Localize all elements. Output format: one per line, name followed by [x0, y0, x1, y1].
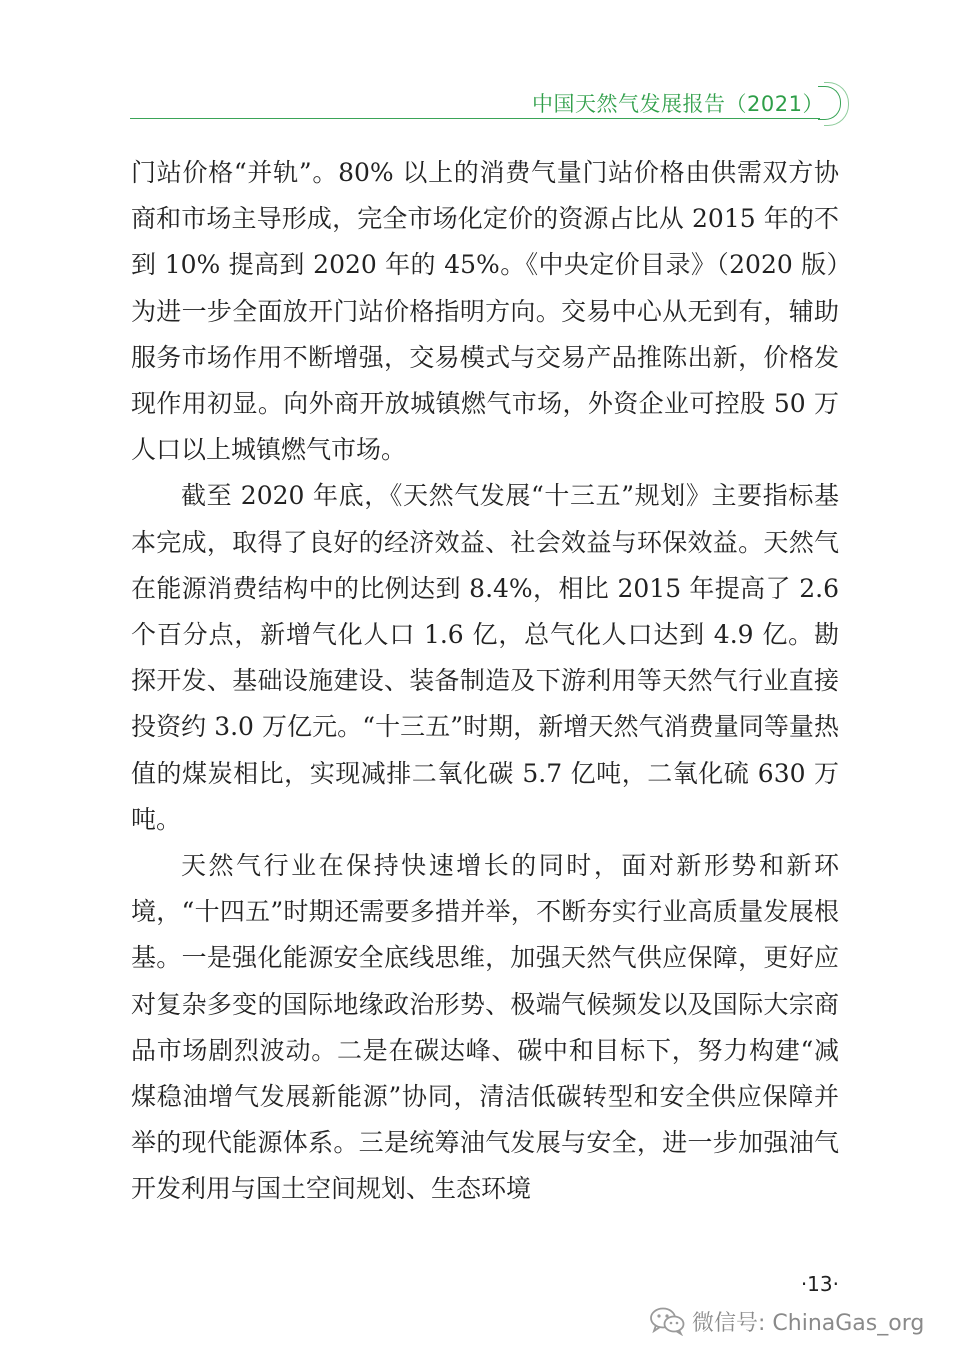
header-title: 中国天然气发展报告（2021）: [532, 92, 824, 116]
watermark: [648, 1304, 924, 1338]
body-text: [131, 150, 839, 1213]
header-bracket-outer: [824, 82, 849, 126]
paragraph-3: 天然气行业在保持快速增长的同时，面对新形势和新环境，“十四五”时期还需要多措并举，不断夯实行业高质量发展根基。一是强化能源安全底线思维，加强天然气供应保障，更好应对复杂多变的国际地缘政治形势、极端气候频发以及国际大宗商品市场剧烈波动。二是在碳达峰、碳中和目标下，努力构建“减煤稳油增气发展新能源”协同，清洁低碳转型和安全供应保障并举的现代能源体系。三是统筹油气发展与安全，进一步加强油气开发利用与国土空间规划、生态环境: [131, 851, 839, 1204]
header-rule: [130, 118, 820, 119]
page-number: ·13·: [800, 1272, 839, 1296]
wechat-icon: [648, 1306, 686, 1336]
watermark-text: 微信号: ChinaGas_org: [692, 1310, 925, 1336]
paragraph-1: 门站价格“并轨”。80% 以上的消费气量门站价格由供需双方协商和市场主导形成，完全市场化定价的资源占比从 2015 年的不到 10% 提高到 2020 年的 45%。《中央定价目录》（2020 版）为进一步全面放开门站价格指明方向。交易中心从无到有，辅助服务市场作用不断增强，交易模式与交易产品推陈出新，价格发现作用初显。向外商开放城镇燃气市场，外资企业可控股 50 万人口以上城镇燃气市场。: [131, 158, 839, 465]
paragraph-2: 截至 2020 年底，《天然气发展“十三五”规划》主要指标基本完成，取得了良好的经济效益、社会效益与环保效益。天然气在能源消费结构中的比例达到 8.4%，相比 2015 年提高了 2.6 个百分点，新增气化人口 1.6 亿，总气化人口达到 4.9 亿。勘探开发、基础设施建设、装备制造及下游利用等天然气行业直接投资约 3.0 万亿元。“十三五”时期，新增天然气消费量同等量热值的煤炭相比，实现减排二氧化碳 5.7 亿吨，二氧化硫 630 万吨。: [131, 481, 839, 834]
